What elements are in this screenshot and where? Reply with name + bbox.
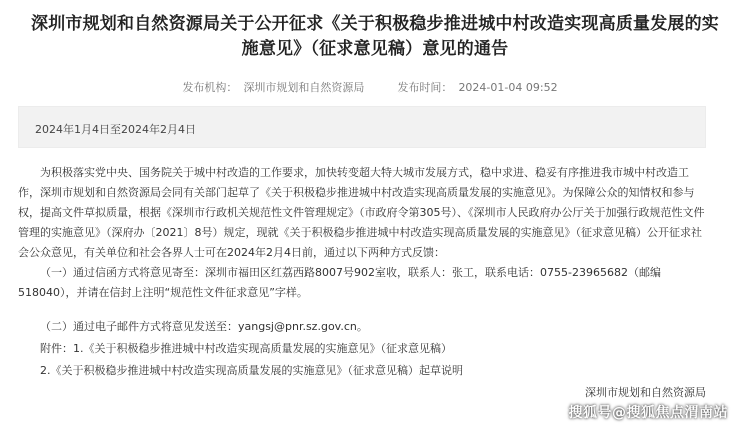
comment-period-box [18,106,706,148]
date-label: 发布时间： [397,81,453,94]
body-paragraph-mail: （一）通过信函方式将意见寄至：深圳市福田区红荔西路8007号902室收，联系人：张工，联系电话：0755-23965682（邮编518040），并请在信封上注明“规范性文件征求意见”字样。 [18,266,661,299]
article-meta [0,79,740,95]
publish-date: 2024-01-04 09:52 [458,81,558,94]
attachment-1[interactable]: 附件：1.《关于积极稳步推进城中村改造实现高质量发展的实施意见》（征求意见稿） [40,342,452,355]
publisher-name: 深圳市规划和自然资源局 [243,81,365,94]
page-title: 深圳市规划和自然资源局关于公开征求《关于积极稳步推进城中村改造实现高质量发展的实施意见》（征求意见稿）意见的通告 [31,14,719,59]
source-watermark: 搜狐号@搜狐焦点渭南站 [568,405,728,421]
signature: 深圳市规划和自然资源局 [585,386,706,399]
comment-period: 2024年1月4日至2024年2月4日 [35,123,196,136]
publisher-label: 发布机构： [182,81,238,94]
attachment-2[interactable]: 2.《关于积极稳步推进城中村改造实现高质量发展的实施意见》（征求意见稿）起草说明 [40,364,463,377]
body-paragraph-email: （二）通过电子邮件方式将意见发送至：yangsj@pnr.sz.gov.cn。 [40,320,368,333]
body-paragraph-intro: 为积极落实党中央、国务院关于城中村改造的工作要求，加快转变超大特大城市发展方式，稳中求进、稳妥有序推进我市城中村改造工作，深圳市规划和自然资源局会同有关部门起草了《关于积极稳步推进城中村改造实现高质量发展的实施意见》。为保障公众的知情权和参与权，提高文件草拟质量，根据《深圳市行政机关规范性文件管理规定》（市政府令第305号）、《深圳市人民政府办公厅关于加强行政规范性文件管理的实施意见》（深府办〔2021〕8号）规定，现就《关于积极稳步推进城中村改造实现高质量发展的实施意见》（征求意见稿）公开征求社会公众意见，有关单位和社会各界人士可在2024年2月4日前，通过以下两种方式反馈： [18,166,705,259]
